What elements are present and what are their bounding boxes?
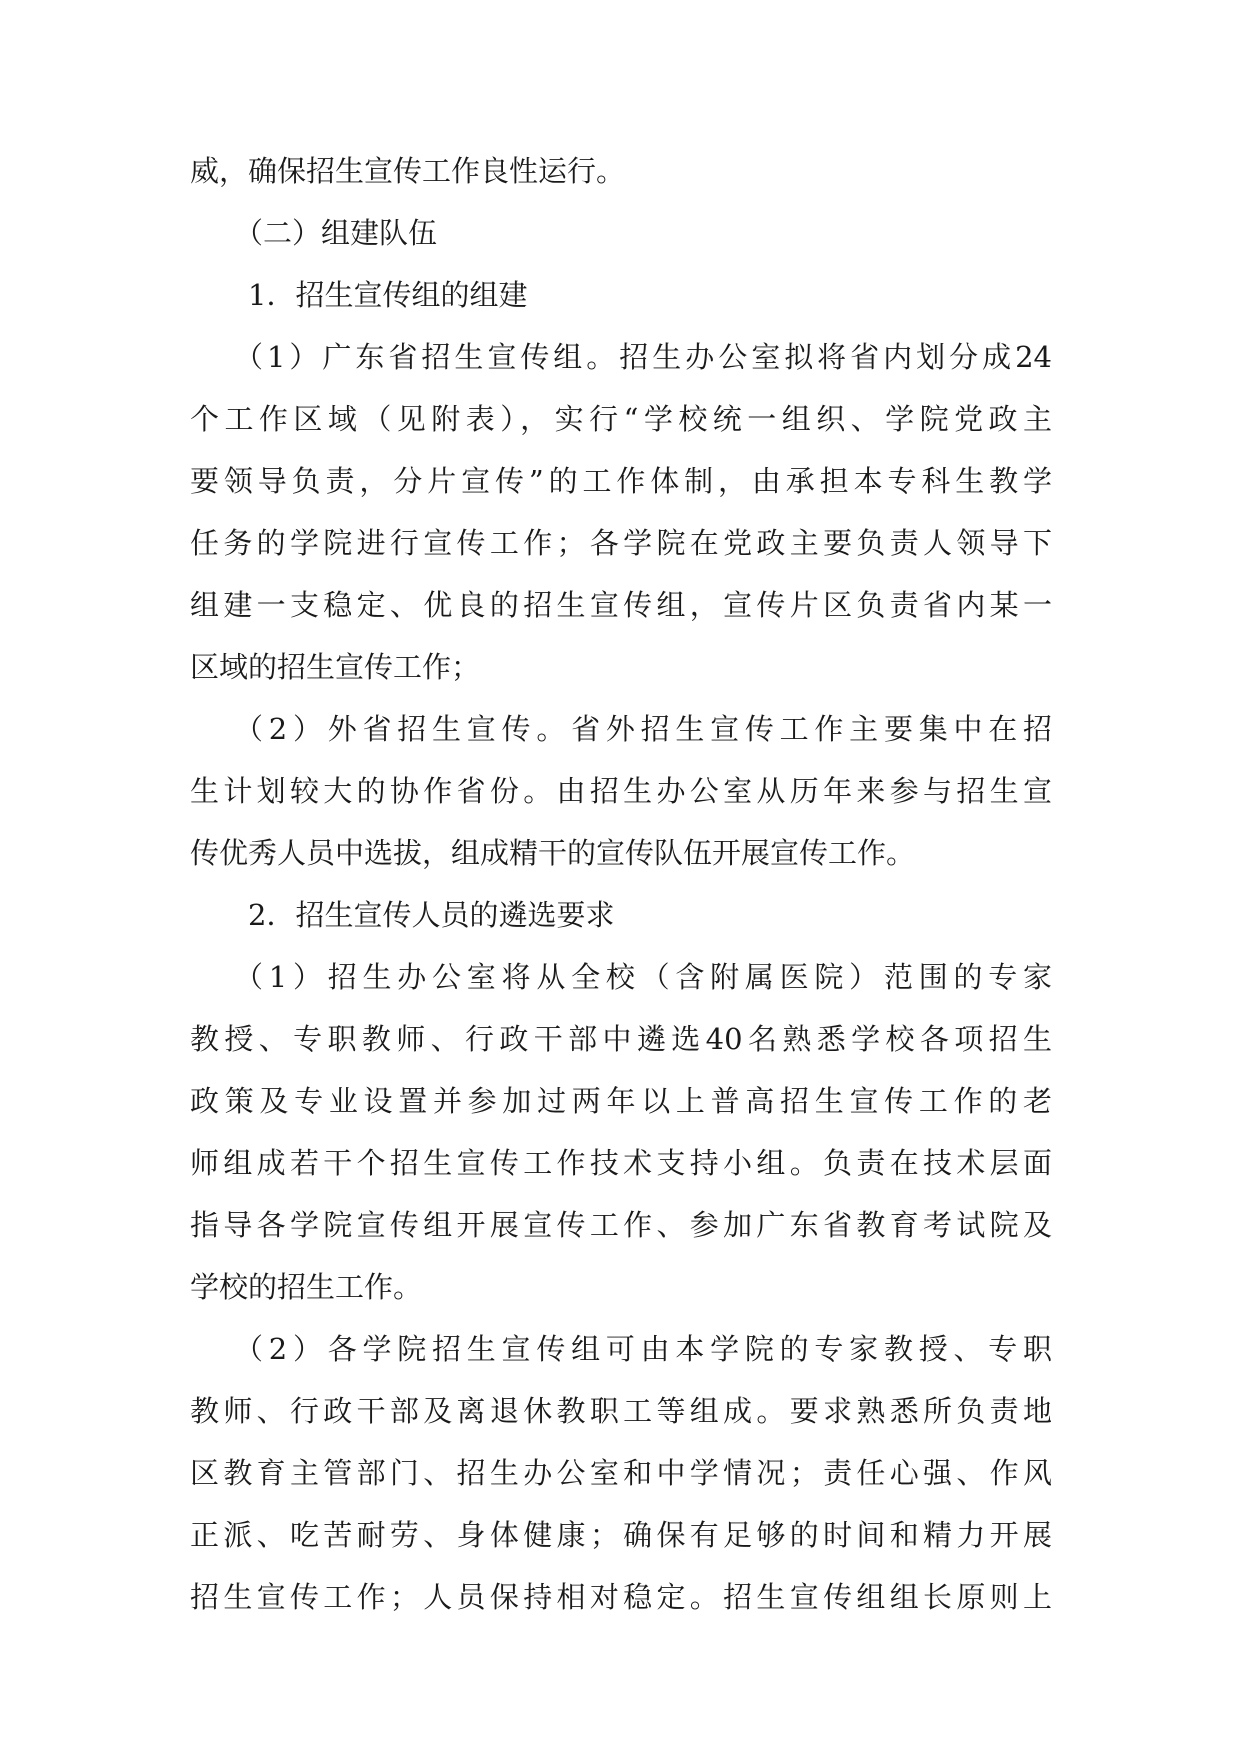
text-line: （1）招生办公室将从全校（含附属医院）范围的专家	[234, 960, 1052, 994]
text-line: 指导各学院宣传组开展宣传工作、参加广东省教育考试院及	[190, 1208, 1052, 1242]
text-line: 学校的招生工作。	[190, 1270, 423, 1304]
text-line: （2）外省招生宣传。省外招生宣传工作主要集中在招	[234, 712, 1052, 746]
text-line: （1）广东省招生宣传组。招生办公室拟将省内划分成24	[234, 340, 1052, 374]
text-line: 区教育主管部门、招生办公室和中学情况；责任心强、作风	[190, 1456, 1052, 1490]
document-page	[190, 140, 1052, 1628]
text-line: 个工作区域（见附表），实行“学校统一组织、学院党政主	[190, 402, 1052, 436]
text-line: （2）各学院招生宣传组可由本学院的专家教授、专职	[234, 1332, 1052, 1366]
text-line: 传优秀人员中选拔，组成精干的宣传队伍开展宣传工作。	[190, 836, 916, 870]
text-line: 要领导负责，分片宣传”的工作体制，由承担本专科生教学	[190, 464, 1052, 498]
text-line: 政策及专业设置并参加过两年以上普高招生宣传工作的老	[190, 1084, 1052, 1118]
text-line: 1．招生宣传组的组建	[248, 278, 528, 312]
text-line: （二）组建队伍	[234, 216, 438, 250]
text-line: 威，确保招生宣传工作良性运行。	[190, 154, 626, 188]
text-line: 区域的招生宣传工作；	[190, 650, 481, 684]
text-line: 组建一支稳定、优良的招生宣传组，宣传片区负责省内某一	[190, 588, 1052, 622]
text-line: 招生宣传工作；人员保持相对稳定。招生宣传组组长原则上	[190, 1580, 1052, 1614]
text-line: 正派、吃苦耐劳、身体健康；确保有足够的时间和精力开展	[190, 1518, 1052, 1552]
text-line: 教师、行政干部及离退休教职工等组成。要求熟悉所负责地	[190, 1394, 1052, 1428]
text-line: 任务的学院进行宣传工作；各学院在党政主要负责人领导下	[190, 526, 1052, 560]
text-line: 生计划较大的协作省份。由招生办公室从历年来参与招生宣	[190, 774, 1052, 808]
text-line: 师组成若干个招生宣传工作技术支持小组。负责在技术层面	[190, 1146, 1052, 1180]
text-line: 2．招生宣传人员的遴选要求	[248, 898, 615, 932]
text-line: 教授、专职教师、行政干部中遴选40名熟悉学校各项招生	[190, 1022, 1052, 1056]
